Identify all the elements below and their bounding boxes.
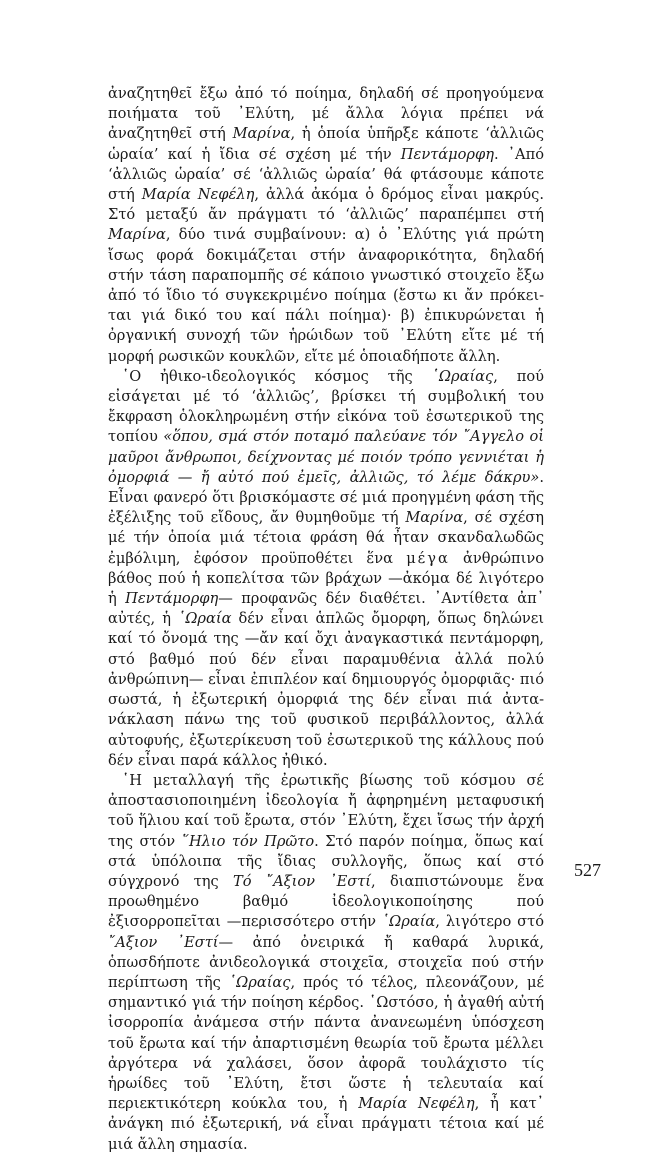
italic-text-segment: Μαρίνα (108, 226, 166, 244)
text-segment: , ἦ κατ᾿ ἀνάγκη πιό ἐξωτερική, νά εἶναι πράγματι τέτοια καί μέ μιά ἄλλη σημασία. (108, 1095, 544, 1153)
text-segment: , ἀλλά ἀκόμα ὁ δρόμος εἶναι μακρύς. Στό μεταξύ ἄν πράγματι τό ‘ἀλλιῶς’ παραπέμπει στή (108, 186, 544, 224)
italic-text-segment: Πεντάμορφη (125, 590, 219, 608)
text-segment: , σέ σχέση μέ τήν ὁποία μιά τέτοια φράση θά ἦταν σκανδαλωδῶς ἐμβόλιμη, ἐφόσον προϋποθέτει ἕνα (108, 509, 544, 567)
page-number: 527 (574, 860, 601, 880)
text-segment: ἀνθρώπινο βάθος πού ἡ κοπελίτσα τῶν βράχων —ἀκόμα δέ λιγότερο ἡ (108, 549, 544, 608)
text-segment: , πρός τό τέλος, πλεονάζουν, μέ σημαντικό γιά τήν ποίηση κέρδος. ῾Ωστόσο, ἡ ἀγαθή αὐτή ἰσορροπία ἀνάμεσα στήν πάντα ἀνανεωμένη ὑπόσχεση τοῦ ἔρωτα καί τήν ἀπαρτισμένη θεωρία τοῦ ἔρωτα μέλλει ἀργότερα νά χαλάσει, ὅσον ἀφορᾶ τουλάχιστο τίς ἡρωίδες τοῦ ᾿Ελύτη, ἔτσι ὥστε ἡ τελευταία καί περιεκτικότερη κούκλα του, ἡ (108, 973, 544, 1113)
italic-text-segment: ῾Ωραία (381, 913, 436, 931)
page-body-text (108, 84, 544, 1155)
italic-text-segment: Μαρίνα (405, 509, 464, 527)
italic-text-segment: ῾Ωραία (178, 610, 232, 628)
text-segment: . ᾿Από ‘ἀλλιῶς ὡραία’ σέ ‘ἀλλιῶς ὡραία’ θά φτάσουμε κάποτε στή (108, 145, 544, 204)
italic-text-segment: Τό ῎Αξιον ᾿Εστί (232, 872, 372, 890)
text-segment: ἀναζητηθεῖ ἔξω ἀπό τό ποίημα, δηλαδή σέ προηγούμενα ποιήματα τοῦ ᾿Ελύτη, μέ ἄλλα λόγια πρέπει νά ἀναζητηθεῖ στή (108, 85, 544, 143)
text-segment: . Στό παρόν ποίημα, ὅπως καί στά ὑπόλοιπα τῆς ἴδιας συλλογῆς, ὅπως καί στό σύγχρονό της (108, 832, 545, 890)
italic-text-segment: «ὅπου, σμά στόν ποταμό παλεύανε τόν ῎Αγγελο οἱ μαῦροι ἄνθρωποι, δείχνοντας μέ ποιόν τρόπο γεννιέται ἡ ὀμορφιά — ἤ αὐτό πού ἐμεῖς, ἀλλιῶς, τό λέμε δάκρυ» (108, 428, 544, 486)
text-segment: μέγα (406, 549, 450, 567)
italic-text-segment: ῎Αξιον ᾿Εστί (108, 933, 219, 951)
text-segment: , δύο τινά συμβαίνουν: α) ὁ ᾿Ελύτης γιά πρώτη ἴσως φορά δοκιμάζεται στήν ἀναφορικότητα, δηλαδή στήν τάση παραπομπῆς σέ κάποιο γνωστικό στοιχεῖο ἔξω ἀπό τό ἴδιο τό συγκεκριμένο ποίημα (ἔστω κι ἄν πρόκειται γιά δικό του καί πάλι ποίημα)· β) ἐπικυρώνεται ἡ ὀργανική συνοχή τῶν ἡρώιδων τοῦ ᾿Ελύτη εἴτε μέ τή μορφή ρωσικῶν κουκλῶν, εἴτε μέ ὁποιαδήποτε ἄλλη. (108, 226, 544, 365)
italic-text-segment: Μαρίνα (232, 125, 291, 143)
text-segment: ῾Ο ἠθικο-ιδεολογικός κόσμος τῆς (122, 367, 432, 385)
text-segment: , λιγότερο στό (435, 913, 545, 931)
text-segment: ῾Η μεταλλαγή τῆς ἐρωτικῆς βίωσης τοῦ κόσμου σέ ἀποστασιοποιημένη ἰδεολογία ἤ ἀφηρημένη μεταφυσική τοῦ ἥλιου καί τοῦ ἔρωτα, στόν ᾿Ελύτη, ἔχει ἴσως τήν ἀρχή της στόν (108, 771, 544, 850)
text-segment: . Εἶναι φανερό ὅτι βρισκόμαστε σέ μιά προηγμένη φάση τῆς ἐξέλιξης τοῦ εἴδους, ἄν θυμηθοῦμε τή (108, 468, 544, 527)
text-segment: , διαπιστώνουμε ἕνα προωθημένο βαθμό ἰδεολογικοποίησης πού ἐξισορροπεῖται —περισσότερο στήν (108, 872, 544, 931)
paragraph (108, 367, 544, 771)
text-segment: , πού εἰσάγεται μέ τό ‘ἀλλιῶς’, βρίσκει τή συμβολική του ἔκφραση ὁλοκληρωμένη στήν εἰκόνα τοῦ ἐσωτερικοῦ της τοπίου (108, 367, 544, 446)
text-segment: δέν εἶναι ἁπλῶς ὄμορφη, ὅπως δηλώνει καί τό ὄνομά της —ἄν καί ὄχι ἀναγκαστικά πεντάμορφη, στό βαθμό πού δέν εἶναι παραμυθένια ἀλλά πολύ ἀνθρώπινη— εἶναι ἐπιπλέον καί δημιουργός ὀμορφιᾶς· πιό σωστά, ἡ ἐξωτερική ὀμορφιά της δέν εἶναι πιά ἀντανάκλαση πάνω της τοῦ φυσικοῦ περιβάλλοντος, ἀλλά αὐτοφυής, ἐξωτερίκευση τοῦ ἐσωτερικοῦ της κάλλους πού δέν εἶναι παρά κάλλος ἠθικό. (108, 610, 545, 769)
text-segment: , ἡ ὁποία ὑπῆρξε κάποτε ‘ἀλλιῶς ὡραία’ καί ἡ ἴδια σέ σχέση μέ τήν (108, 125, 544, 163)
paragraph (108, 771, 544, 1155)
text-segment: — προφανῶς δέν διαθέτει. ᾿Αντίθετα ἀπ᾿ αὐτές, ἡ (108, 590, 544, 628)
italic-text-segment: Μαρία Νεφέλη (358, 1095, 475, 1113)
italic-text-segment: ῾Ωραίας (431, 367, 494, 385)
italic-text-segment: ῾Ωραίας (228, 973, 291, 991)
paragraph (108, 84, 544, 367)
italic-text-segment: Μαρία Νεφέλη (141, 186, 255, 204)
text-segment: — ἀπό ὀνειρικά ἤ καθαρά λυρικά, ὁπωσδήποτε ἀνιδεολογικά στοιχεῖα, στοιχεῖα πού στήν περίπτωση τῆς (108, 933, 544, 991)
italic-text-segment: ῞Ηλιο τόν Πρῶτο (181, 832, 315, 850)
italic-text-segment: Πεντάμορφη (400, 145, 494, 163)
